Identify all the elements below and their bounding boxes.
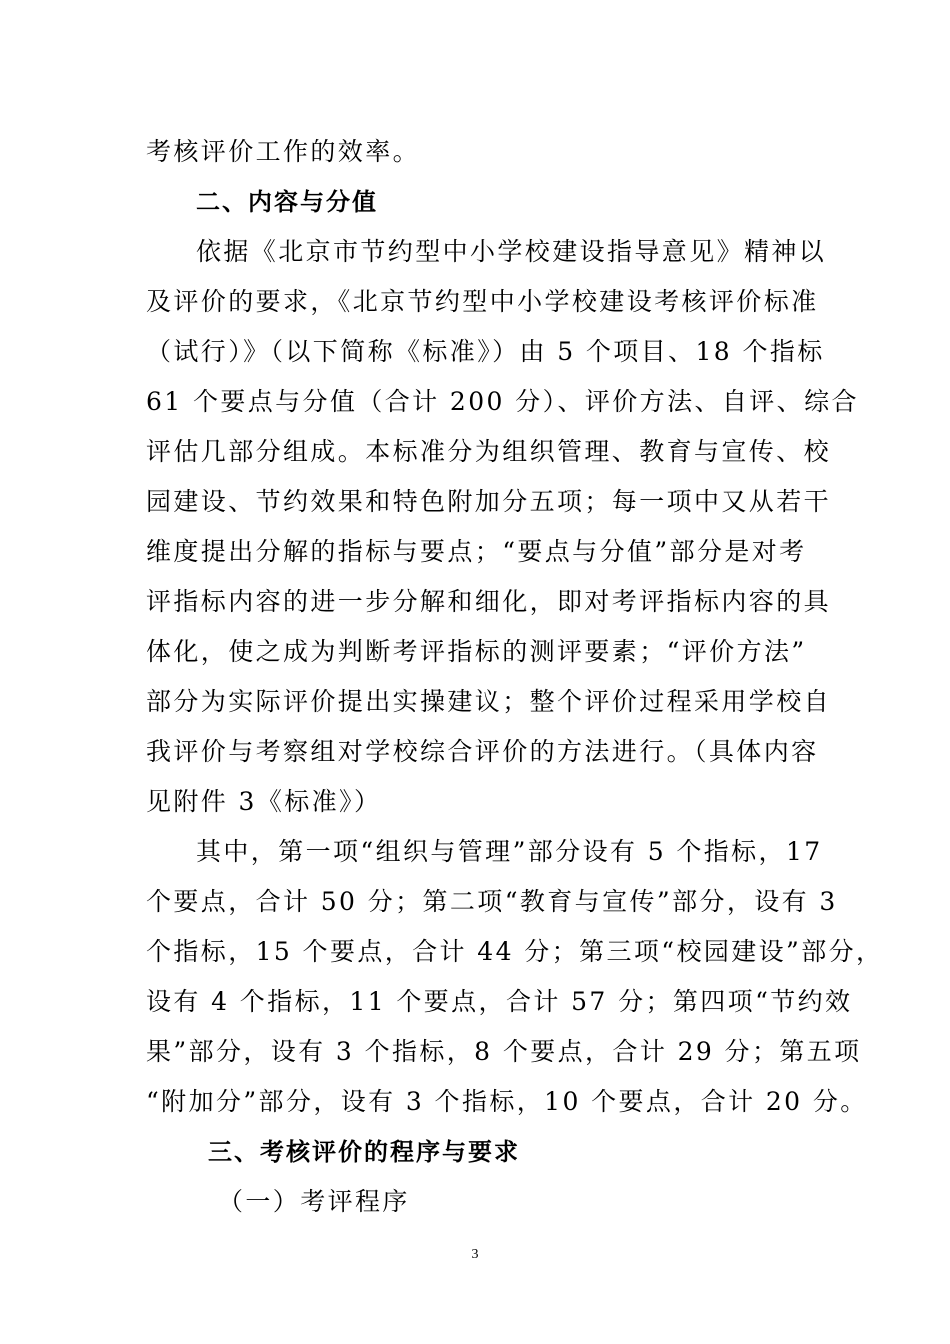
paragraph-line: 评估几部分组成。本标准分为组织管理、教育与宣传、校 — [146, 437, 832, 466]
paragraph-line: “附加分”部分，设有 3 个指标，10 个要点，合计 20 分。 — [146, 1087, 868, 1116]
paragraph-line: 我评价与考察组对学校综合评价的方法进行。（具体内容 — [146, 737, 819, 766]
section-heading: 二、内容与分值 — [196, 188, 378, 216]
paragraph-line: （试行）》（以下简称《标准》）由 5 个项目、18 个指标 — [146, 337, 825, 366]
paragraph-line: 园建设、节约效果和特色附加分五项；每一项中又从若干 — [146, 487, 832, 516]
paragraph-line: 果”部分，设有 3 个指标，8 个要点，合计 29 分；第五项 — [146, 1037, 862, 1066]
paragraph-line: 维度提出分解的指标与要点；“要点与分值”部分是对考 — [146, 537, 807, 566]
paragraph-line: 设有 4 个指标，11 个要点，合计 57 分；第四项“节约效 — [146, 987, 853, 1016]
paragraph-line: 评指标内容的进一步分解和细化，即对考评指标内容的具 — [146, 587, 832, 616]
paragraph-line: 考核评价工作的效率。 — [146, 137, 421, 166]
paragraph-line: 部分为实际评价提出实操建议；整个评价过程采用学校自 — [146, 687, 832, 716]
paragraph-line: 体化，使之成为判断考评指标的测评要素；“评价方法” — [146, 637, 807, 666]
paragraph-line: 个指标，15 个要点，合计 44 分；第三项“校园建设”部分， — [146, 937, 884, 966]
paragraph-line: 依据《北京市节约型中小学校建设指导意见》精神以 — [196, 237, 827, 266]
page-number: 3 — [471, 1247, 479, 1262]
paragraph-line: 其中，第一项“组织与管理”部分设有 5 个指标，17 — [196, 837, 823, 866]
paragraph-line: 61 个要点与分值（合计 200 分）、评价方法、自评、综合 — [146, 387, 859, 416]
paragraph-line: 及评价的要求，《北京节约型中小学校建设考核评价标准 — [146, 287, 819, 316]
paragraph-line: 见附件 3《标准》） — [146, 787, 382, 816]
section-heading: 三、考核评价的程序与要求 — [208, 1138, 520, 1166]
subsection-heading: （一）考评程序 — [218, 1187, 410, 1216]
paragraph-line: 个要点，合计 50 分；第二项“教育与宣传”部分，设有 3 — [146, 887, 838, 916]
